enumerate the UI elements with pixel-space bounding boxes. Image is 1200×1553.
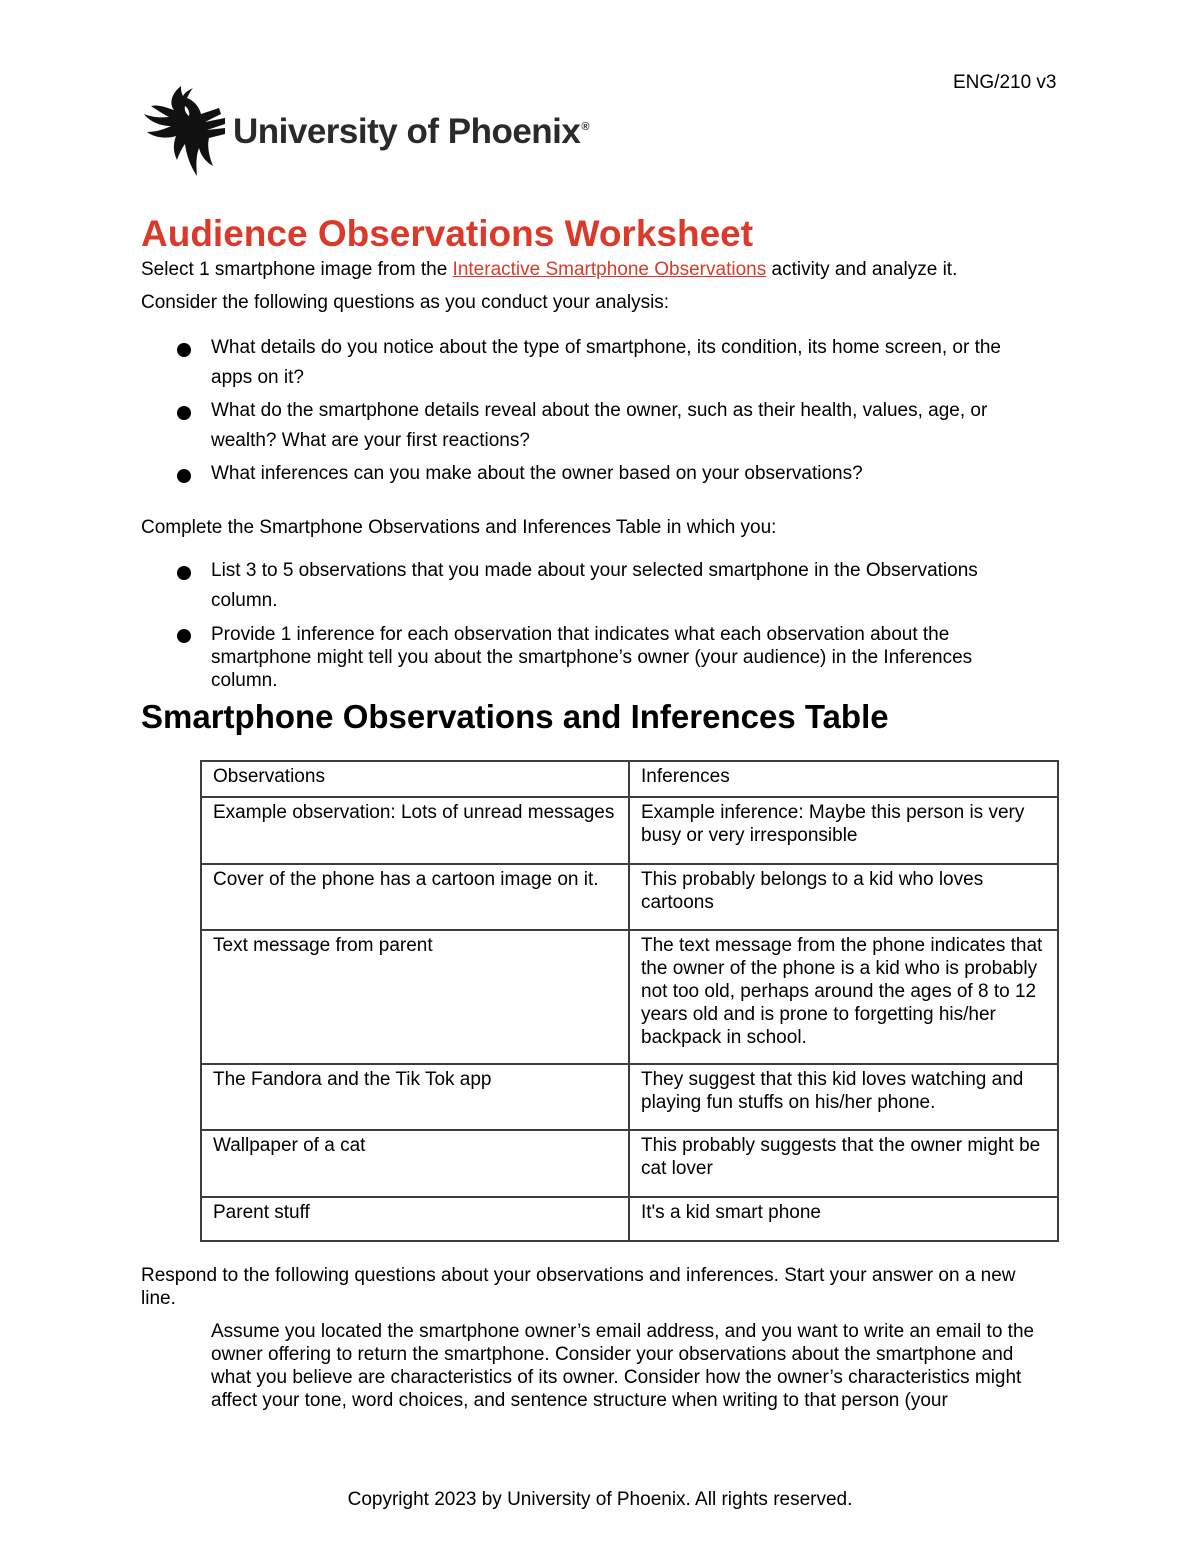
registered-mark: ® [581,121,589,134]
intro-paragraph [141,258,957,281]
observation-cell: Parent stuff [201,1197,629,1241]
observation-cell: Example observation: Lots of unread messages [201,797,629,864]
bullet-icon [177,629,191,643]
table-row [201,1130,1058,1197]
table-row [201,797,1058,864]
bullet-icon [177,469,191,483]
table-row [201,1064,1058,1130]
consider-text: Consider the following questions as you conduct your analysis: [141,292,670,313]
logo-wordmark [233,112,589,152]
bullet-icon [177,406,191,420]
observation-cell: Cover of the phone has a cartoon image on it. [201,864,629,930]
interactive-smartphone-link[interactable]: Interactive Smartphone Observations [452,259,767,280]
table-row [201,1197,1058,1241]
task-item: List 3 to 5 observations that you made about your selected smartphone in the Observations column. [211,560,978,611]
assume-paragraph: Assume you located the smartphone owner’s email address, and you want to write an email to the owner offering to return the smartphone. Consider your observations about the smartphone and what you believe are characteristics of its owner. Consider how the owner’s characteristics might affect your tone, word choices, and sentence structure when writing to that person (your [211,1321,1035,1411]
bullet-icon [177,566,191,580]
header-cell-observations: Observations [201,761,629,797]
table-row [201,930,1058,1064]
observation-cell: Wallpaper of a cat [201,1130,629,1197]
task-item: Provide 1 inference for each observation that indicates what each observation about the smartphone might tell you about the smartphone’s owner (your audience) in the Inferences column. [211,624,973,691]
table-row [201,864,1058,930]
observation-cell: The Fandora and the Tik Tok app [201,1064,629,1130]
observations-table [200,760,1059,1242]
question-item: What do the smartphone details reveal about the owner, such as their health, values, age, or wealth? What are your first reactions? [211,400,988,451]
inference-cell: They suggest that this kid loves watching and playing fun stuffs on his/her phone. [629,1064,1058,1130]
page-title: Audience Observations Worksheet [141,213,754,254]
table-title: Smartphone Observations and Inferences Table [141,698,889,735]
complete-text: Complete the Smartphone Observations and Inferences Table in which you: [141,517,777,538]
header-cell-inferences: Inferences [629,761,1058,797]
inference-cell: It's a kid smart phone [629,1197,1058,1241]
logo-text: University of Phoenix [233,112,581,151]
intro-text-before: Select 1 smartphone image from the [141,259,453,280]
intro-text-after: activity and analyze it. [766,259,958,280]
inference-cell: This probably suggests that the owner might be cat lover [629,1130,1058,1197]
university-logo [141,84,589,179]
respond-text: Respond to the following questions about your observations and inferences. Start your answer on a new line. [141,1265,1016,1309]
inference-cell: This probably belongs to a kid who loves cartoons [629,864,1058,930]
question-item: What inferences can you make about the owner based on your observations? [211,463,863,484]
table-header-row [201,761,1058,797]
course-code: ENG/210 v3 [953,72,1057,93]
question-item: What details do you notice about the type of smartphone, its condition, its home screen, or the apps on it? [211,337,1002,388]
inference-cell: Example inference: Maybe this person is very busy or very irresponsible [629,797,1058,864]
observation-cell: Text message from parent [201,930,629,1064]
phoenix-icon [141,84,227,179]
copyright-footer: Copyright 2023 by University of Phoenix. All rights reserved. [347,1489,853,1510]
inference-cell: The text message from the phone indicates that the owner of the phone is a kid who is probably not too old, perhaps around the ages of 8 to 12 years old and is prone to forgetting his/her backpack in school. [629,930,1058,1064]
bullet-icon [177,343,191,357]
